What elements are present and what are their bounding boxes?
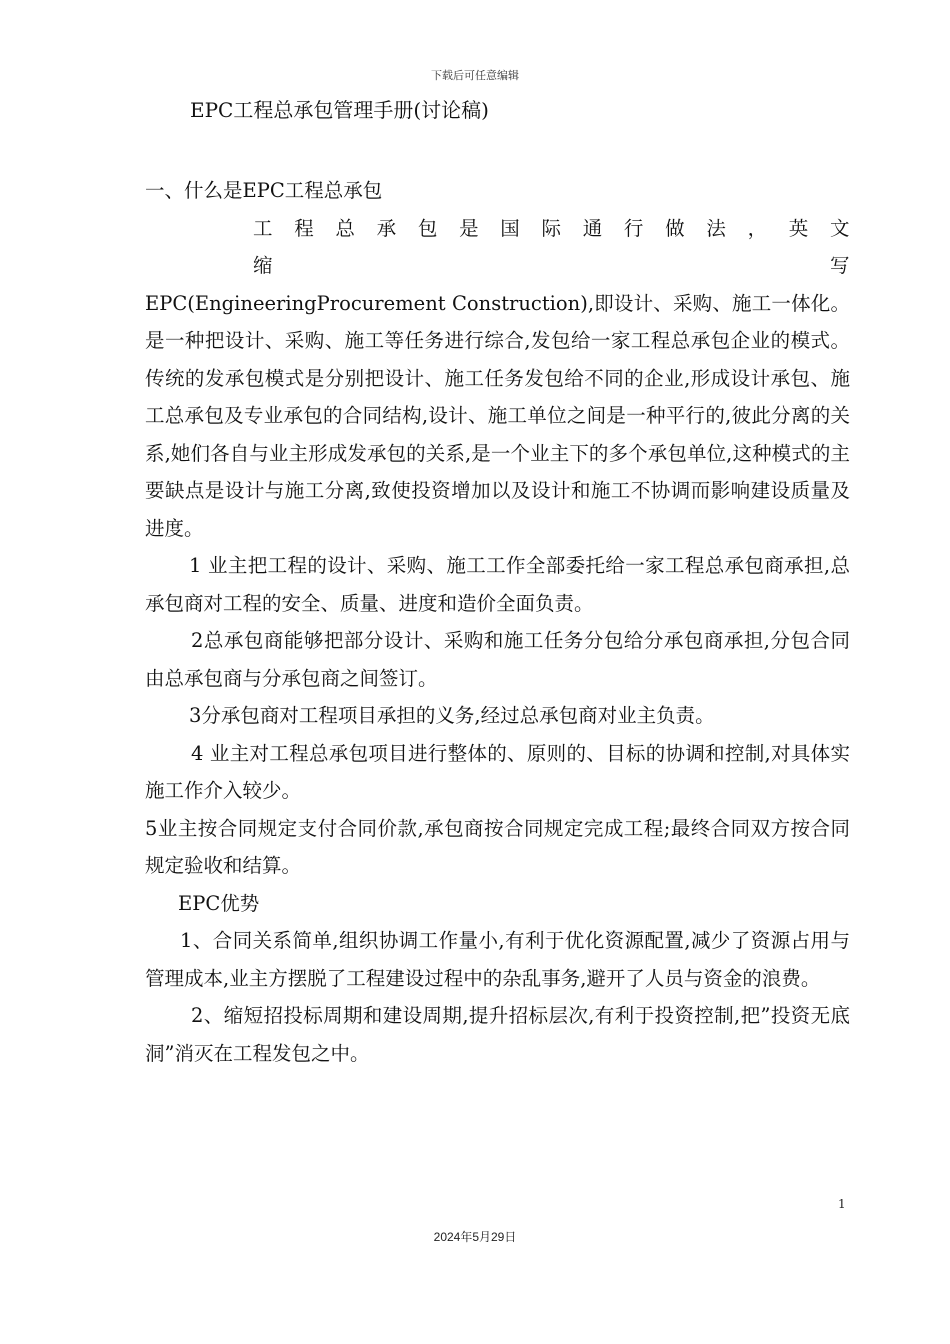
advantage-2: 2、缩短招投标周期和建设周期,提升招标层次,有利于投资控制,把”投资无底洞”消灭在工程发包之中。 bbox=[145, 1004, 850, 1065]
advantages-heading: EPC优势 bbox=[178, 891, 260, 915]
list-item-3: 3分承包商对工程项目承担的义务,经过总承包商对业主负责。 bbox=[189, 704, 715, 727]
section-heading: 一、什么是EPC工程总承包 bbox=[145, 179, 383, 202]
header-note: 下载后可任意编辑 bbox=[431, 69, 519, 82]
advantage-1: 1、合同关系简单,组织协调工作量小,有利于优化资源配置,减少了资源占用与管理成本,业主方摆脱了工程建设过程中的杂乱事务,避开了人员与资金的浪费。 bbox=[145, 929, 850, 990]
intro-paragraph: EPC(EngineeringProcurement Construction),即设计、采购、施工一体化。是一种把设计、采购、施工等任务进行综合,发包给一家工程总承包企业的模式。传统的发承包模式是分别把设计、施工任务发包给不同的企业,形成设计承包、施工总承包及专业承包的合同结构,设计、施工单位之间是一种平行的,彼此分离的关系,她们各自与业主形成发承包的关系,是一个业主下的多个承包单位,这种模式的主要缺点是设计与施工分离,致使投资增加以及设计和施工不协调而影响建设质量及进度。 bbox=[145, 291, 850, 540]
list-item-1: 1 业主把工程的设计、采购、施工工作全部委托给一家工程总承包商承担,总承包商对工程的安全、质量、进度和造价全面负责。 bbox=[145, 554, 850, 615]
page-number: 1 bbox=[838, 1197, 846, 1211]
footer-date: 2024年5月29日 bbox=[433, 1230, 517, 1244]
intro-first-line: 工 程 总 承 包 是 国 际 通 行 做 法 ， 英 文 缩 写 bbox=[253, 216, 850, 277]
document-title: EPC工程总承包管理手册(讨论稿) bbox=[190, 98, 489, 122]
document-body bbox=[145, 172, 850, 1072]
list-item-4: 4 业主对工程总承包项目进行整体的、原则的、目标的协调和控制,对具体实施工作介入较少。 bbox=[145, 741, 850, 802]
list-item-5: 5业主按合同规定支付合同价款,承包商按合同规定完成工程;最终合同双方按合同规定验收和结算。 bbox=[145, 816, 850, 877]
list-item-2: 2总承包商能够把部分设计、采购和施工任务分包给分承包商承担,分包合同由总承包商与分承包商之间签订。 bbox=[145, 629, 850, 690]
